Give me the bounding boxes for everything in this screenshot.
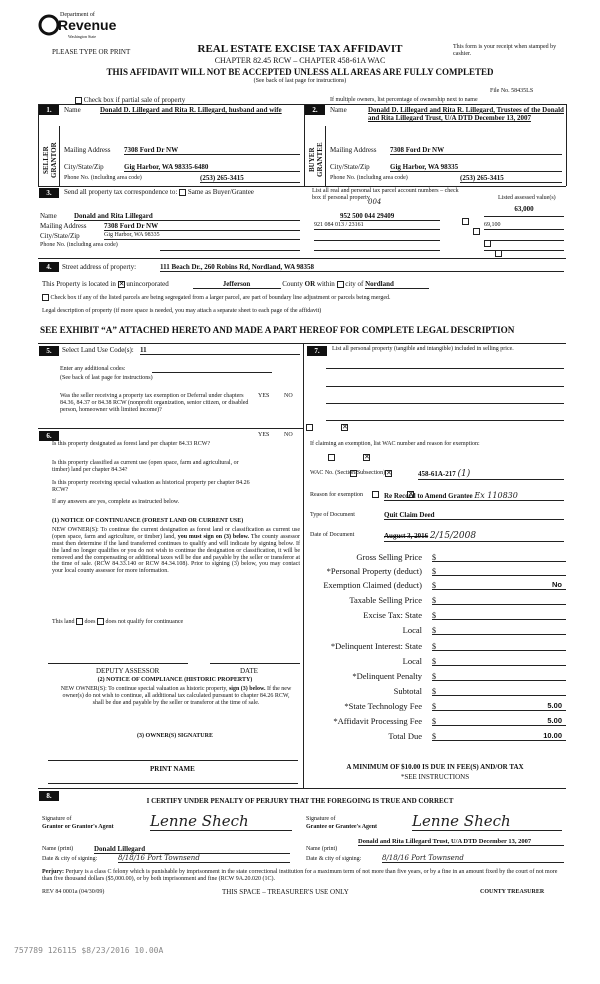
tax-row-dollar: $	[432, 732, 436, 741]
land-use-see-back: (See back of last page for instructions)	[60, 375, 153, 381]
partial-sale-label: Check box if partial sale of property	[83, 96, 186, 104]
if-yes-note: If any answers are yes, complete as instructed below.	[52, 499, 180, 505]
owner-signature-label: (3) OWNER(S) SIGNATURE	[137, 733, 213, 739]
buyer-city-field[interactable]: Gig Harbor, WA 98335	[390, 163, 562, 172]
tax-row-field[interactable]	[432, 732, 566, 741]
county-label: County	[282, 280, 303, 288]
county-treasurer: COUNTY TREASURER	[480, 889, 545, 895]
grantee-signature[interactable]: Lenne Shech	[412, 812, 562, 831]
located-label: This Property is located in	[42, 280, 116, 288]
corr-mailing-label: Mailing Address	[40, 222, 87, 230]
seller-name-field[interactable]: Donald D. Lillegard and Rita R. Lillegard, husband and wife	[100, 106, 282, 114]
section-6-number: 6.	[39, 431, 59, 441]
tax-row-value: 5.00	[547, 716, 562, 725]
doc-date-label: Date of Document	[310, 532, 355, 538]
seller-phone-field[interactable]: (253) 265-3415	[200, 174, 300, 183]
section-5-number: 5.	[39, 346, 59, 356]
seller-phone-label: Phone No. (including area code)	[64, 175, 142, 181]
same-as-buyer-label: Same as Buyer/Grantee	[187, 188, 254, 196]
sec6-yes-header: YES	[258, 432, 270, 438]
tax-row-field[interactable]	[432, 567, 566, 576]
unincorporated-checkbox[interactable]	[118, 281, 125, 288]
or-label: OR	[304, 280, 316, 288]
multiple-owners-note: If multiple owners, list percentage of ownership next to name	[330, 97, 478, 103]
parcels-heading: List all real and personal tax parcel account numbers – check box if personal property	[312, 188, 459, 201]
tax-row-field[interactable]	[432, 717, 566, 726]
corr-name-label: Name	[40, 212, 57, 220]
grantor-date-field[interactable]: 8/18/16 Port Townsend	[118, 854, 290, 863]
tax-row-dollar: $	[432, 717, 436, 726]
forest-yes-checkbox[interactable]	[328, 454, 335, 461]
tax-row-value: 5.00	[547, 701, 562, 710]
print-name-label: PRINT NAME	[150, 765, 195, 773]
does-checkbox[interactable]	[76, 618, 83, 625]
tax-row-field[interactable]	[432, 687, 566, 696]
within-label: within	[316, 280, 335, 288]
tax-row-field[interactable]	[432, 611, 566, 620]
wac-handwritten: (1)	[457, 469, 471, 479]
does-not-label: does not qualify for continuance	[105, 618, 184, 625]
city-of-label: city of	[345, 280, 364, 288]
wac-value: 458-61A-217	[418, 470, 456, 478]
current-use-no-checkbox[interactable]	[385, 470, 392, 477]
buyer-name-label: Name	[330, 106, 347, 114]
doc-date-handwritten: 2/15/2008	[429, 531, 477, 541]
exemption-question: Was the seller receiving a property tax exemption or Deferral under chapters 84.36, 84.37 or 84.38 RCW (nonprofit organization, senior citizen, or disabled person, homeowner with limited income)?	[60, 393, 249, 413]
historic-heading: (2) NOTICE OF COMPLIANCE (HISTORIC PROPERTY)	[97, 677, 253, 683]
section-2-number: 2.	[305, 105, 325, 115]
certify-statement: I CERTIFY UNDER PENALTY OF PERJURY THAT THE FOREGOING IS TRUE AND CORRECT	[146, 797, 454, 805]
dept-line2: Revenue	[58, 17, 117, 33]
corr-city-label: City/State/Zip	[40, 232, 80, 240]
tax-row-dollar: $	[432, 657, 436, 666]
corr-city-field[interactable]: Gig Harbor, WA 98335	[104, 232, 300, 240]
grantee-name-field[interactable]: Donald and Rita Lillegard Trust, U/A DTD December 13, 2007	[358, 838, 564, 846]
section-1-number: 1.	[39, 105, 59, 115]
county-field[interactable]: Jefferson	[193, 280, 281, 289]
correspondence-heading: Send all property tax correspondence to:	[64, 188, 178, 196]
reason-field[interactable]	[384, 491, 564, 501]
buyer-name-field[interactable]: Donald D. Lillegard and Rita R. Lillegard, Trustees of the Donald and Rita Lillegard Trust, U/A DTD December 13, 2007	[368, 106, 564, 123]
dept-line1: Department of	[60, 12, 95, 18]
doc-type-label: Type of Document	[310, 512, 355, 518]
street-label: Street address of property:	[62, 263, 137, 271]
continuance-body	[52, 527, 300, 575]
grantee-name-label: Name (print)	[306, 846, 338, 852]
tax-row-dollar: $	[432, 626, 436, 635]
seller-city-field[interactable]: Gig Harbor, WA 98335-6480	[124, 163, 300, 172]
form-subtitle: CHAPTER 82.45 RCW – CHAPTER 458-61A WAC	[214, 56, 386, 65]
tax-row-label: *Delinquent Interest: State	[330, 641, 422, 651]
forest-no-checkbox[interactable]	[363, 454, 370, 461]
sec5-no-header: NO	[284, 393, 293, 399]
partial-sale-checkbox[interactable]	[75, 97, 82, 104]
parcel-number-1[interactable]: 952 500 044 29409	[340, 212, 440, 221]
land-use-label: Select Land Use Code(s):	[62, 346, 134, 354]
wac-label: WAC No. (Section/Subsection)	[310, 470, 386, 476]
wac-field[interactable]	[418, 469, 564, 480]
seller-mailing-label: Mailing Address	[64, 146, 111, 154]
historic-yes-checkbox[interactable]	[372, 491, 379, 498]
exemption-yes-checkbox[interactable]	[306, 424, 313, 431]
doc-date-field[interactable]	[384, 531, 564, 542]
form-title: REAL ESTATE EXCISE TAX AFFIDAVIT	[197, 43, 403, 55]
doc-date-value: August 3, 2016	[384, 532, 429, 540]
legal-description-label: Legal description of property (if more space is needed, you may attach a separate sheet to each page of the affidavit)	[42, 308, 322, 314]
parcel-handwritten: 004	[368, 198, 382, 206]
grantor-signature[interactable]: Lenne Shech	[150, 812, 292, 831]
tax-row-field[interactable]	[432, 642, 566, 651]
seller-city-label: City/State/Zip	[64, 163, 104, 171]
corr-phone-field[interactable]	[160, 250, 300, 251]
tax-row-label: *Delinquent Penalty	[352, 671, 422, 681]
grantor-date-label: Date & city of signing:	[42, 856, 98, 862]
reason-handwritten: Ex 110830	[474, 491, 518, 500]
tax-row-dollar: $	[432, 702, 436, 711]
historic-bold: sign (3) below.	[228, 686, 266, 692]
tax-row-label: Gross Selling Price	[356, 552, 422, 562]
tax-row-dollar: $	[432, 596, 436, 605]
assessed-label: Listed assessed value(s)	[498, 195, 556, 201]
tax-row-field[interactable]	[432, 657, 566, 666]
grantor-sig-label-a: Signature of	[42, 816, 72, 822]
segregated-checkbox[interactable]	[42, 294, 49, 301]
reason-label: Reason for exemption	[310, 492, 363, 498]
grantor-name-label: Name (print)	[42, 846, 74, 852]
seller-mailing-field[interactable]: 7308 Ford Dr NW	[124, 146, 300, 155]
tax-row-label: Total Due	[388, 731, 422, 741]
current-use-question: Is this property classified as current use (open space, farm and agricultural, or timber) land per chapter 84.34?	[52, 460, 239, 473]
section-8-number: 8.	[39, 791, 59, 801]
historic-text-1: NEW OWNER(S): To continue special valuation as historic property,	[60, 686, 228, 692]
reason-value: Re Record to Amend Grantee	[384, 492, 473, 500]
tax-row-dollar: $	[432, 611, 436, 620]
personal-property-label: List all personal property (tangible and intangible) included in selling price.	[332, 346, 514, 352]
cashier-stamp: 757789 126115 $8/23/2016 10.00A	[14, 946, 164, 955]
doc-type-field[interactable]: Quit Claim Deed	[384, 511, 564, 520]
tax-row-label: Exemption Claimed (deduct)	[323, 580, 422, 590]
buyer-phone-label: Phone No. (including area code)	[330, 175, 408, 181]
tax-row-field[interactable]	[432, 702, 566, 711]
tax-row-label: *Affidavit Processing Fee	[333, 716, 422, 726]
does-not-checkbox[interactable]	[97, 618, 104, 625]
tax-row-value: No	[552, 580, 562, 589]
does-label: does	[84, 618, 96, 625]
tax-row-dollar: $	[432, 553, 436, 562]
additional-codes-label: Enter any additional codes:	[60, 366, 126, 372]
tax-row-label: *State Technology Fee	[344, 701, 422, 711]
tax-row-field[interactable]	[432, 553, 566, 562]
city-checkbox[interactable]	[337, 281, 344, 288]
tax-row-value: 10.00	[543, 731, 562, 740]
buyer-mailing-field[interactable]: 7308 Ford Dr NW	[390, 146, 562, 155]
tax-row-field[interactable]	[432, 626, 566, 635]
segregated-label: Check box if any of the listed parcels are being segregated from a larger parcel, are part of boundary line adjustment or parcels being merged.	[50, 294, 391, 301]
form-warning: THIS AFFIDAVIT WILL NOT BE ACCEPTED UNLESS ALL AREAS ARE FULLY COMPLETED	[106, 67, 494, 77]
tax-row-dollar: $	[432, 687, 436, 696]
land-use-code-field[interactable]: 11	[140, 346, 300, 355]
assessor-date-label: DATE	[240, 667, 258, 675]
see-back: (See back of last page for instructions)	[253, 78, 347, 84]
additional-codes-field[interactable]	[152, 372, 272, 373]
grantee-date-field[interactable]: 8/18/16 Port Townsend	[382, 854, 564, 863]
historic-question: Is this property receiving special valuation as historical property per chapter 84.26 RCW?	[52, 480, 250, 493]
file-no: File No. 58435LS	[490, 88, 534, 94]
grantee-date-label: Date & city of signing:	[306, 856, 362, 862]
continuance-text-2: The county assessor must then determine if the land transferred continues to qualify and will indicate by signing below. If the land no longer qualifies or you do not wish to continue the designation or classification, it will be removed and the compensating or additional taxes will be due and payable by the seller or transferor at the time of sale. (RCW 84.33.140 or RCW 84.34.108). Prior to signing (3) below, you may contact your local county assessor for more information.	[52, 533, 300, 575]
sec6-no-header: NO	[284, 432, 293, 438]
corr-name-field[interactable]: Donald and Rita Lillegard	[74, 212, 300, 221]
tax-row-label: Excise Tax: State	[363, 610, 422, 620]
buyer-mailing-label: Mailing Address	[330, 146, 377, 154]
see-instructions: *SEE INSTRUCTIONS	[400, 773, 470, 781]
tax-row-dollar: $	[432, 642, 436, 651]
corr-mailing-field[interactable]: 7308 Ford Dr NW	[104, 222, 300, 231]
tax-row-field[interactable]	[432, 581, 566, 590]
street-field[interactable]: 111 Beach Dr., 260 Robins Rd, Nordland, WA 98358	[160, 263, 564, 272]
tax-row-dollar: $	[432, 672, 436, 681]
city-field[interactable]: Nordland	[365, 280, 429, 289]
tax-row-label: Taxable Selling Price	[349, 595, 422, 605]
tax-row-dollar: $	[432, 567, 436, 576]
grantee-sig-label: Grantee or Grantee's Agent	[306, 824, 378, 830]
tax-row-label: Local	[402, 656, 422, 666]
tax-row-dollar: $	[432, 581, 436, 590]
section-4-number: 4.	[39, 262, 59, 272]
forest-question: Is this property designated as forest land per chapter 84.33 RCW?	[52, 441, 211, 447]
section-3-number: 3.	[39, 188, 59, 198]
parcel-value-2[interactable]: 69,100	[484, 222, 564, 230]
minimum-note: A MINIMUM OF $10.00 IS DUE IN FEE(S) AND/OR TAX	[346, 763, 524, 771]
continuance-bold: you must sign on (3) below.	[177, 533, 250, 540]
buyer-city-label: City/State/Zip	[330, 163, 370, 171]
dept-line3: Washington State	[68, 34, 97, 39]
parcel-number-2[interactable]: 921 084 013 / 23161	[314, 222, 440, 230]
deputy-assessor-label: DEPUTY ASSESSOR	[96, 667, 160, 675]
parcel-personal-checkbox-2[interactable]	[473, 228, 480, 235]
this-land-label: This land	[52, 618, 75, 625]
sec5-yes-header: YES	[258, 393, 270, 399]
dor-logo-icon	[38, 14, 60, 36]
seller-side-label: SELLER GRANTOR	[42, 142, 58, 178]
receipt-note: This form is your receipt when stamped by cashier.	[453, 44, 557, 57]
parcel-value-1[interactable]: 63,000	[514, 205, 534, 213]
grantor-sig-label: Grantor or Grantor's Agent	[42, 824, 114, 830]
parcel-personal-checkbox-1[interactable]	[462, 218, 469, 225]
corr-phone-label: Phone No. (including area code)	[40, 242, 118, 248]
tax-row-label: *Personal Property (deduct)	[326, 566, 422, 576]
buyer-phone-field[interactable]: (253) 265-3415	[460, 174, 562, 183]
exemption-no-checkbox[interactable]	[341, 424, 348, 431]
same-as-buyer-checkbox[interactable]	[179, 189, 186, 196]
tax-row-label: Local	[402, 625, 422, 635]
claim-exemption-label: If claiming an exemption, list WAC number and reason for exemption:	[310, 441, 480, 447]
continuance-text-1: NEW OWNER(S): To continue the current designation as forest land or classification as current use (open space, farm and agriculture, or timber) land,	[52, 527, 300, 540]
tax-row-label: Subtotal	[393, 686, 422, 696]
continuance-heading: (1) NOTICE OF CONTINUANCE (FOREST LAND OR CURRENT USE)	[52, 518, 244, 524]
please-type: PLEASE TYPE OR PRINT	[52, 48, 131, 56]
seller-name-label: Name	[64, 106, 81, 114]
perjury-bold: Perjury:	[42, 869, 64, 875]
dor-logo	[38, 12, 117, 42]
buyer-side-label: BUYER GRANTEE	[308, 142, 324, 178]
grantor-name-field[interactable]: Donald Lillegard	[94, 845, 290, 854]
rev-number: REV 84 0001a (04/30/09)	[42, 889, 105, 895]
tax-row-field[interactable]	[432, 596, 566, 605]
grantee-sig-label-a: Signature of	[306, 816, 336, 822]
tax-row-field[interactable]	[432, 672, 566, 681]
section-7-number: 7.	[307, 346, 327, 356]
perjury-text: Perjury is a class C felony which is punishable by imprisonment in the state correctional institution for a maximum term of not more than five years, or by a fine in an amount fixed by the court of not more than five thousand dollars ($5,000.00), or by both imprisonment and fine (RCW 9A.20.020 (1C).	[42, 869, 558, 882]
unincorporated-label: unincorporated	[126, 280, 169, 288]
historic-text-2: If the new owner(s) do not wish to continue, all additional tax calculated pursuant to chapter 84.26 RCW, shall be due and payable by the seller or transferor at the time of sale.	[62, 686, 292, 706]
treasurer-space: THIS SPACE – TREASURER'S USE ONLY	[222, 888, 349, 896]
exhibit-note: SEE EXHIBIT “A” ATTACHED HERETO AND MADE A PART HEREOF FOR COMPLETE LEGAL DESCRIPTION	[40, 325, 515, 335]
